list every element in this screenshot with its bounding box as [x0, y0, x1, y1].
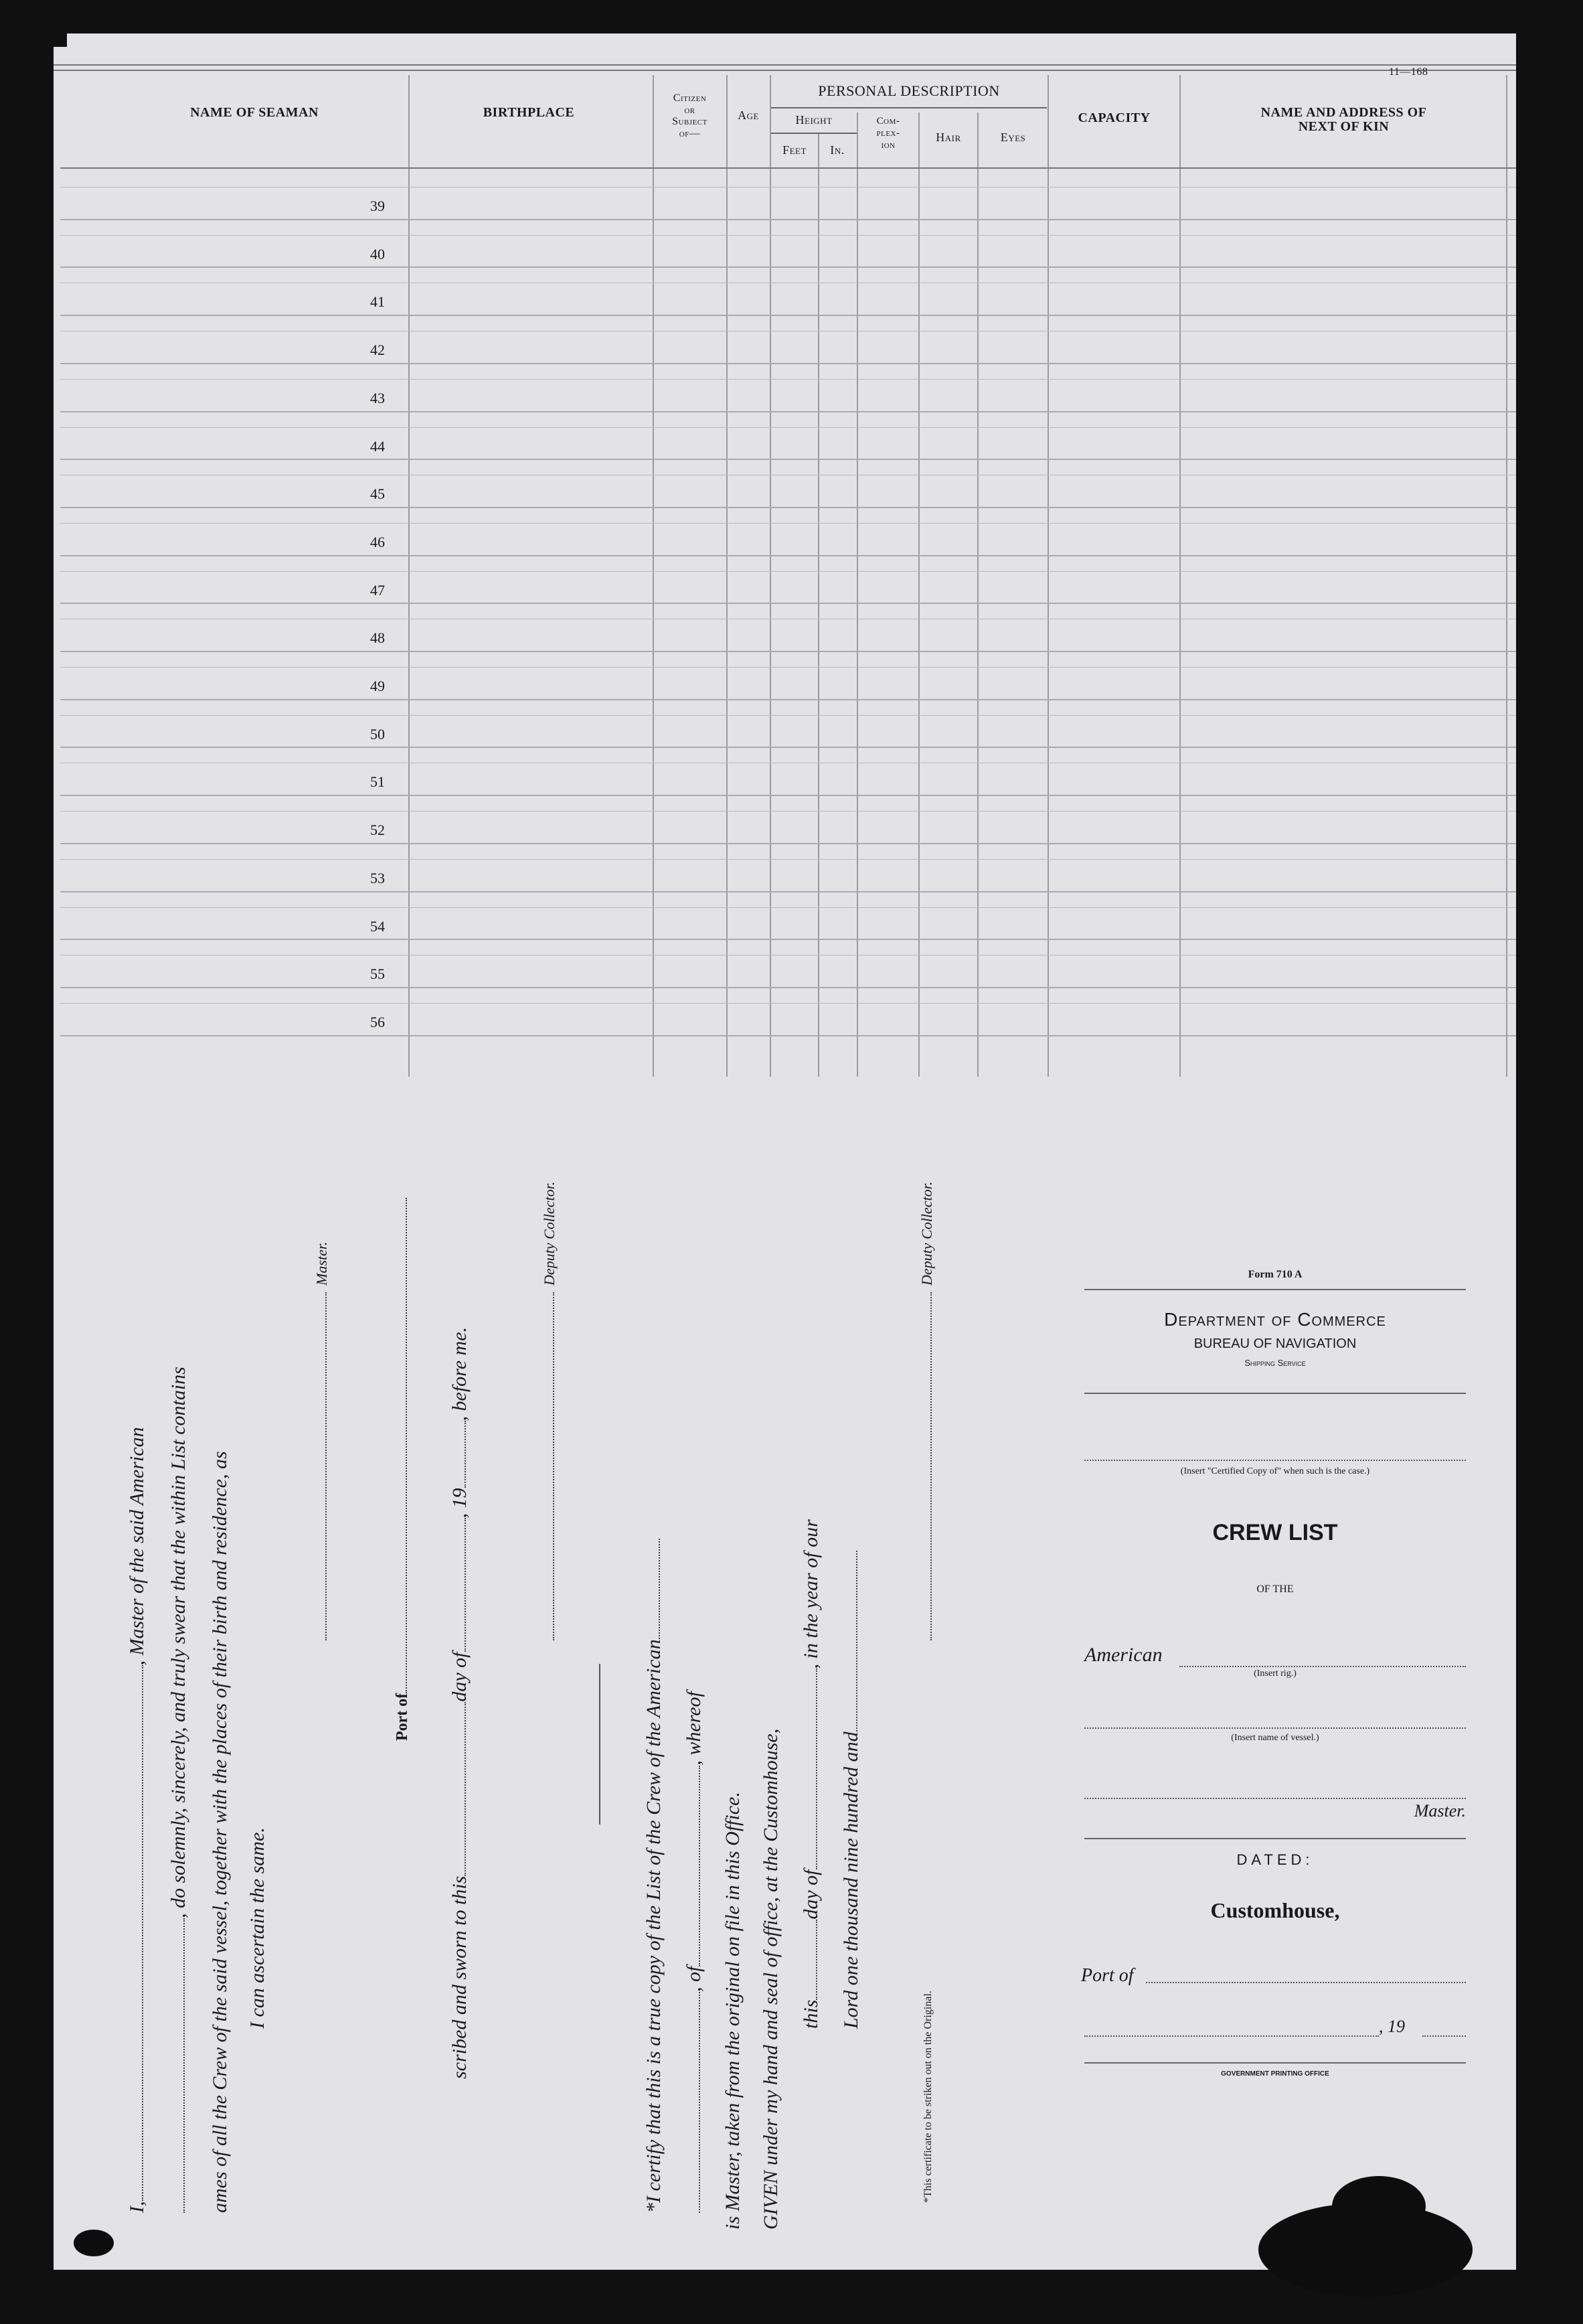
col-divider: [1179, 75, 1181, 1077]
year-line: [1422, 2035, 1466, 2037]
row-line: [60, 987, 1516, 988]
row-number: 53: [370, 869, 385, 886]
row-guide-line: [60, 571, 1516, 572]
header-next-of-kin: NAME AND ADDRESS OF NEXT OF KIN: [1260, 105, 1427, 134]
col-divider: [918, 112, 920, 1077]
header-feet: Feet: [782, 143, 807, 157]
printer-label: GOVERNMENT PRINTING OFFICE: [1221, 2070, 1329, 2078]
row-line: [60, 795, 1516, 796]
deputy-collector-2: Deputy Collector.: [918, 1182, 936, 1640]
row-line: [60, 843, 1516, 844]
service-title: Shipping Service: [1244, 1358, 1306, 1368]
col-divider: [977, 112, 979, 1077]
certified-copy-line: [1084, 1460, 1466, 1461]
certificate-footnote: *This certificate to be striken out on the Original.: [922, 1991, 934, 2203]
torn-corner: [54, 27, 67, 47]
year-label: , 19: [1379, 2017, 1405, 2036]
oath-line-3: ames of all the Crew of the said vessel, together with the places of their birth and residence, as: [209, 1451, 231, 2213]
table-top-rule: [54, 64, 1516, 71]
row-line: [60, 939, 1516, 940]
row-number: 39: [370, 198, 385, 214]
insert-name-note: (Insert name of vessel.): [1231, 1733, 1319, 1743]
port-of-label: Port of: [394, 1198, 412, 1741]
ink-damage: [1332, 2176, 1426, 2236]
row-guide-line: [60, 667, 1516, 668]
oath-line-4: I can ascertain the same.: [246, 1827, 268, 2029]
row-number: 50: [370, 725, 385, 743]
master-line: [1084, 1798, 1466, 1799]
cover-rule: [1084, 1393, 1466, 1394]
insert-rig-note: (Insert rig.): [1254, 1669, 1297, 1679]
dated-label: DATED:: [1236, 1851, 1314, 1868]
row-line: [60, 1035, 1516, 1036]
row-guide-line: [60, 859, 1516, 860]
insert-certified-note: (Insert "Certified Copy of" when such is the case.): [1180, 1466, 1370, 1476]
col-divider: [726, 75, 728, 1077]
row-guide-line: [60, 427, 1516, 428]
deputy-collector-1: Deputy Collector.: [541, 1182, 558, 1640]
header-rule: [771, 133, 857, 134]
ink-damage: [74, 2230, 114, 2256]
form-number: Form 710 A: [1248, 1269, 1303, 1280]
header-eyes: Eyes: [1000, 131, 1026, 144]
col-divider: [857, 112, 858, 1077]
row-number: 44: [370, 437, 385, 455]
row-line: [60, 555, 1516, 556]
header-citizen: Citizen or Subject of—: [672, 92, 707, 139]
row-number: 52: [370, 822, 385, 839]
header-birthplace: BIRTHPLACE: [483, 105, 575, 120]
rig-line: [1179, 1666, 1466, 1667]
row-guide-line: [60, 523, 1516, 524]
row-number: 54: [370, 917, 385, 935]
row-guide-line: [60, 1003, 1516, 1004]
row-line: [60, 651, 1516, 652]
master-label: Master.: [1414, 1801, 1466, 1821]
row-number: 56: [370, 1013, 385, 1030]
bureau-title: BUREAU OF NAVIGATION: [1193, 1336, 1357, 1351]
certificate-line-6: Lord one thousand nine hundred and: [840, 1551, 863, 2029]
row-line: [60, 315, 1516, 316]
subscribed-line: scribed and sworn to thisday of, 19, before me.: [448, 1326, 471, 2079]
row-guide-line: [60, 907, 1516, 908]
row-line: [60, 411, 1516, 412]
row-number: 40: [370, 245, 385, 262]
certificate-line-4: GIVEN under my hand and seal of office, at the Customhouse,: [760, 1728, 782, 2230]
row-guide-line: [60, 235, 1516, 236]
col-divider: [1506, 75, 1507, 1077]
header-name-of-seaman: NAME OF SEAMAN: [190, 105, 319, 120]
separator-rule: [599, 1664, 600, 1825]
row-line: [60, 219, 1516, 220]
row-number: 51: [370, 773, 385, 791]
row-number: 49: [370, 678, 385, 694]
header-complexion: Com- plex- ion: [876, 116, 900, 151]
header-rule: [771, 107, 1047, 108]
header-personal-description: PERSONAL DESCRIPTION: [818, 82, 1000, 99]
oath-line-1: I,, Master of the said American: [126, 1427, 148, 2213]
row-number: 41: [370, 293, 385, 311]
certificate-line-2: , of, whereof: [683, 1691, 705, 2213]
header-hair: Hair: [936, 131, 961, 144]
row-line: [60, 699, 1516, 700]
row-line: [60, 507, 1516, 508]
oath-line-2: , do solemnly, sincerely, and truly swear that the within List contains: [167, 1367, 190, 2213]
cover-rule: [1084, 2062, 1466, 2064]
row-number: 47: [370, 581, 385, 599]
cover-rule: [1084, 1838, 1466, 1839]
american-label: American: [1084, 1644, 1163, 1666]
row-line: [60, 266, 1516, 268]
port-line: [1146, 1982, 1466, 1983]
row-guide-line: [60, 715, 1516, 716]
col-divider: [818, 133, 819, 1077]
certificate-line-5: thisday of, in the year of our: [800, 1519, 822, 2029]
certificate-line-1: *I certify that this is a true copy of the List of the Crew of the American: [643, 1539, 665, 2213]
row-number: 43: [370, 389, 385, 406]
vessel-name-line: [1084, 1727, 1466, 1729]
crew-list-title: CREW LIST: [1212, 1520, 1338, 1545]
port-of-cover-label: Port of: [1081, 1965, 1134, 1986]
of-the-label: OF THE: [1256, 1583, 1294, 1595]
form-code: 11—168: [1389, 66, 1428, 78]
row-line: [60, 459, 1516, 460]
row-number: 48: [370, 629, 385, 647]
cover-rule: [1084, 1289, 1466, 1290]
header-inches: In.: [830, 143, 845, 157]
row-line: [60, 891, 1516, 893]
row-line: [60, 363, 1516, 364]
row-number: 55: [370, 965, 385, 983]
row-number: 46: [370, 533, 385, 550]
row-line: [60, 747, 1516, 748]
row-number: 42: [370, 341, 385, 359]
department-title: Department of Commerce: [1164, 1309, 1386, 1330]
row-guide-line: [60, 379, 1516, 380]
header-height: Height: [795, 113, 833, 127]
header-bottom-rule: [60, 167, 1516, 169]
row-line: [60, 603, 1516, 604]
col-divider: [770, 75, 771, 1077]
col-divider: [1048, 75, 1049, 1077]
header-capacity: CAPACITY: [1078, 110, 1151, 125]
certificate-line-3: is Master, taken from the original on file in this Office.: [722, 1792, 744, 2230]
date-line: [1084, 2035, 1379, 2037]
document-sheet: [54, 33, 1516, 2270]
col-divider: [408, 75, 410, 1077]
col-divider: [653, 75, 654, 1077]
header-age: Age: [738, 108, 759, 122]
master-signature-line: Master.: [313, 1242, 331, 1640]
customhouse-label: Customhouse,: [1210, 1898, 1340, 1922]
row-number: 45: [370, 485, 385, 503]
